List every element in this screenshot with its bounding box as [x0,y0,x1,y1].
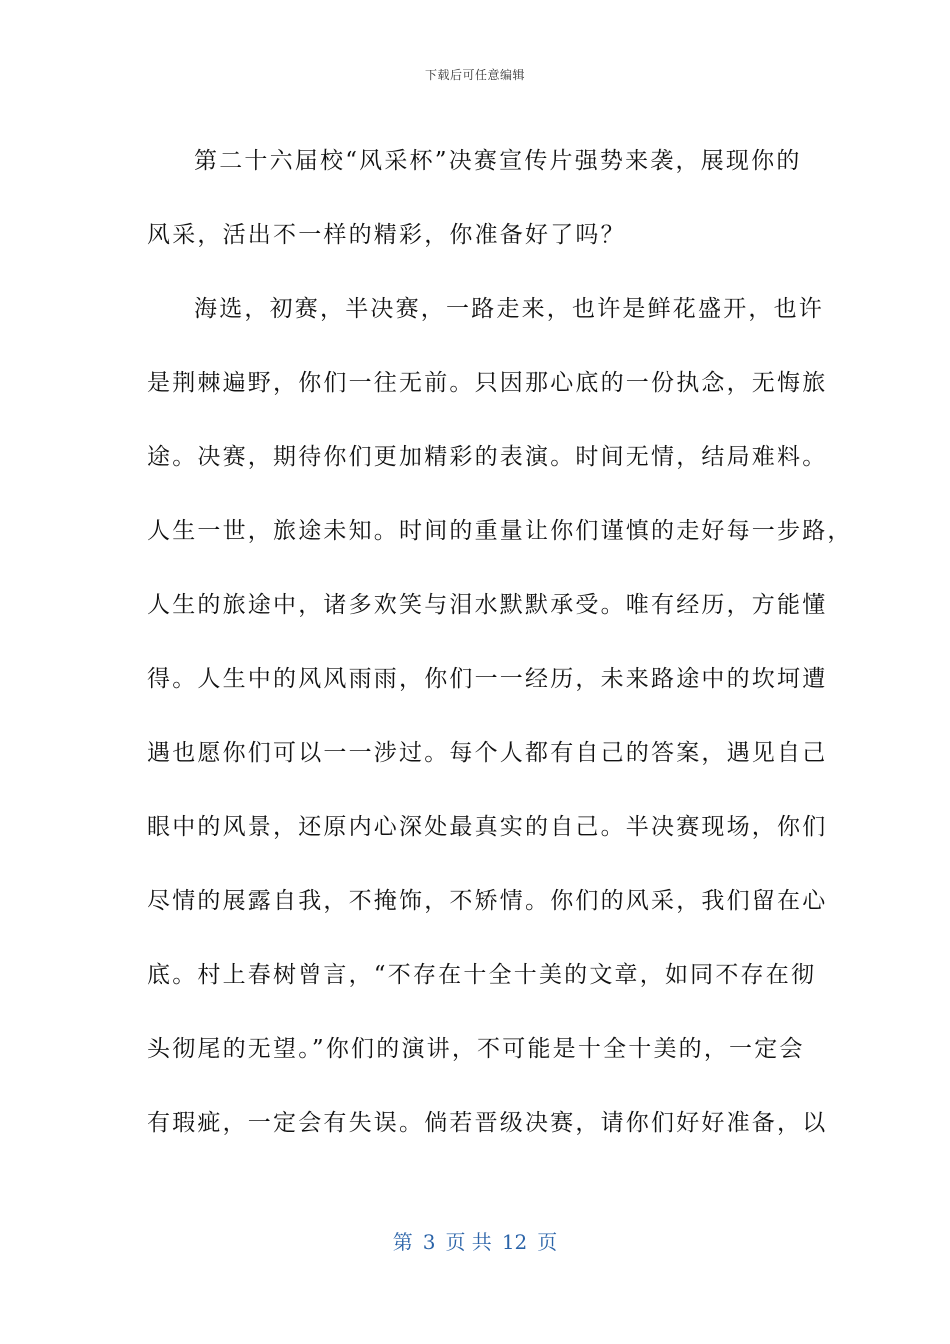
paragraph-line: 是荆棘遍野，你们一往无前。只因那心底的一份执念，无悔旅 [147,370,828,396]
paragraph-line: 风采，活出不一样的精彩，你准备好了吗？ [147,222,626,248]
footer-prefix: 第 [392,1230,413,1254]
paragraph-line: 途。决赛，期待你们更加精彩的表演。时间无情，结局难料。 [147,444,828,470]
paragraph-line: 尽情的展露自我，不掩饰，不矫情。你们的风采，我们留在心 [147,888,828,914]
page-number-footer [0,1226,950,1255]
document-body [147,124,853,1160]
total-page-count: 12 [501,1230,528,1254]
paragraph-line: 遇也愿你们可以一一涉过。每个人都有自己的答案，遇见自己 [147,740,828,766]
paragraph-line: 头彻尾的无望。”你们的演讲，不可能是十全十美的，一定会 [147,1036,805,1062]
footer-middle: 页 共 [445,1230,492,1254]
paragraph-line: 第二十六届校“风采杯”决赛宣传片强势来袭，展现你的 [194,148,802,174]
paragraph-line: 得。人生中的风风雨雨，你们一一经历，未来路途中的坎坷遭 [147,666,828,692]
paragraph-line: 眼中的风景，还原内心深处最真实的自己。半决赛现场，你们 [147,814,828,840]
current-page-number: 3 [422,1230,436,1254]
paragraph-line: 海选，初赛，半决赛，一路走来，也许是鲜花盛开，也许 [194,296,824,322]
paragraph-line: 底。村上春树曾言，“不存在十全十美的文章，如同不存在彻 [147,962,817,988]
paragraph-line: 人生的旅途中，诸多欢笑与泪水默默承受。唯有经历，方能懂 [147,592,828,618]
paragraph-line: 有瑕疵，一定会有失误。倘若晋级决赛，请你们好好准备，以 [147,1110,828,1136]
page-header: 下载后可任意编辑 [424,68,525,82]
paragraph-line: 人生一世，旅途未知。时间的重量让你们谨慎的走好每一步路， [147,518,853,544]
footer-suffix: 页 [537,1230,558,1254]
